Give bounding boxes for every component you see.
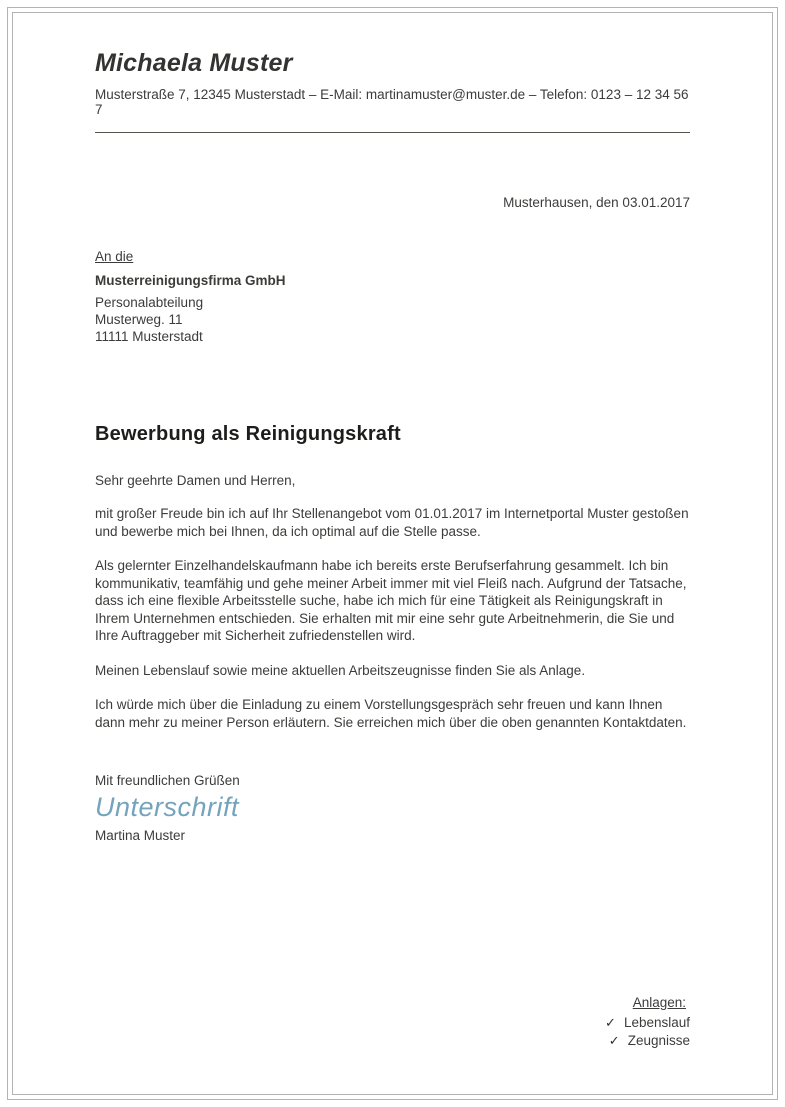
closing-line: Mit freundlichen Grüßen — [95, 773, 240, 788]
recipient-street: Musterweg. 11 — [95, 312, 183, 327]
signer-name: Martina Muster — [95, 828, 186, 843]
sender-name: Michaela Muster — [95, 49, 293, 77]
attachments-block — [605, 994, 690, 1050]
body-paragraph-2: Als gelernter Einzelhandelskaufmann habe ich bereits erste Berufserfahrung gesammelt. Ich bin kommunikativ, teamfähig und gehe meiner Arbeit immer mit viel Fleiß nach. Aufgrund der Tatsache, dass ich eine flexible Arbeitsstelle suche, habe ich mich für eine Tätigkeit als Reinigungskraft in Ihrem Unternehmen entschieden. Sie erhalten mit mir eine sehr gute Arbeitnehmerin, die Sie und Ihre Auftraggeber mit Sicherheit zufriedenstellen wird. — [95, 558, 687, 643]
sender-contact-line: Musterstraße 7, 12345 Musterstadt – E-Mail: martinamuster@muster.de – Telefon: 0123 – 12 34 56 7 — [95, 87, 689, 117]
attachment-item — [605, 1032, 690, 1050]
attachment-label: Zeugnisse — [627, 1033, 690, 1048]
body-paragraph-4: Ich würde mich über die Einladung zu einem Vorstellungsgespräch sehr freuen und kann Ihnen dann mehr zu meiner Person erläutern. Sie erreichen mich über die oben genannten Kontaktdaten. — [95, 697, 687, 730]
inner-frame — [12, 12, 773, 1095]
recipient-company: Musterreinigungsfirma GmbH — [95, 273, 286, 288]
attachments-title: Anlagen: — [632, 995, 686, 1010]
body-paragraph-3: Meinen Lebenslauf sowie meine aktuellen Arbeitszeugnisse finden Sie als Anlage. — [95, 662, 586, 678]
signature: Unterschrift — [95, 792, 240, 822]
attachment-item — [605, 1014, 690, 1032]
outer-frame — [7, 7, 778, 1100]
recipient-department: Personalabteilung — [95, 295, 204, 310]
recipient-block — [95, 248, 690, 345]
check-icon: ✓ — [608, 1033, 620, 1048]
letter-header — [95, 49, 690, 133]
salutation: Sehr geehrte Damen und Herren, — [95, 473, 296, 488]
recipient-intro: An die — [95, 249, 134, 264]
attachment-label: Lebenslauf — [623, 1015, 690, 1030]
subject-line: Bewerbung als Reinigungskraft — [95, 423, 401, 445]
date-line: Musterhausen, den 03.01.2017 — [503, 195, 690, 210]
recipient-city: 11111 Musterstadt — [95, 329, 203, 344]
check-icon: ✓ — [605, 1015, 616, 1030]
body-paragraph-1: mit großer Freude bin ich auf Ihr Stellenangebot vom 01.01.2017 im Internetportal Muster gestoßen und bewerbe mich bei Ihnen, da ich optimal auf die Stelle passe. — [95, 506, 689, 539]
header-divider — [95, 132, 690, 133]
